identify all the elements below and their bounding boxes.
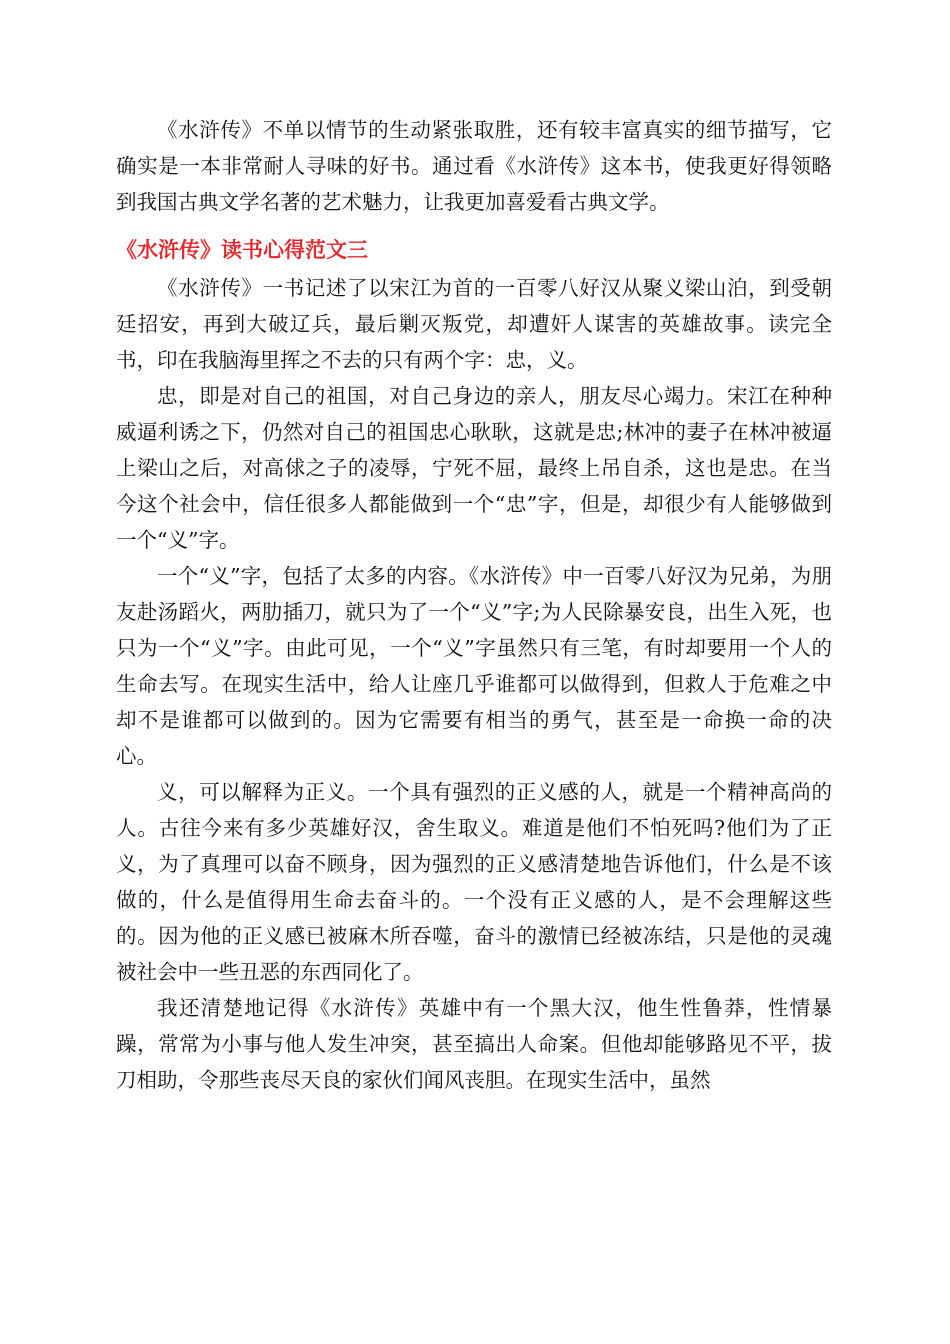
document-page [116,112,832,1098]
paragraph: 一个“义”字，包括了太多的内容。《水浒传》中一百零八好汉为兄弟，为朋友赴汤蹈火，两肋插刀，就只为了一个“义”字;为人民除暴安良，出生入死，也只为一个“义”字。由此可见，一个“义”字虽然只有三笔，有时却要用一个人的生命去写。在现实生活中，给人让座几乎谁都可以做得到，但救人于危难之中却不是谁都可以做到的。因为它需要有相当的勇气，甚至是一命换一命的决心。 [116,564,832,768]
paragraph: 《水浒传》一书记述了以宋江为首的一百零八好汉从聚义梁山泊，到受朝廷招安，再到大破辽兵，最后剿灭叛党，却遭奸人谋害的英雄故事。读完全书，印在我脑海里挥之不去的只有两个字：忠，义。 [116,276,832,372]
paragraph: 我还清楚地记得《水浒传》英雄中有一个黑大汉，他生性鲁莽，性情暴躁，常常为小事与他人发生冲突，甚至搞出人命案。但他却能够路见不平，拔刀相助，令那些丧尽天良的家伙们闻风丧胆。在现实生活中，虽然 [116,996,832,1092]
section-heading: 《水浒传》读书心得范文三 [116,238,368,262]
paragraph: 《水浒传》不单以情节的生动紧张取胜，还有较丰富真实的细节描写，它确实是一本非常耐人寻味的好书。通过看《水浒传》这本书，使我更好得领略到我国古典文学名著的艺术魅力，让我更加喜爱看古典文学。 [116,118,832,214]
paragraph: 义，可以解释为正义。一个具有强烈的正义感的人，就是一个精神高尚的人。古往今来有多少英雄好汉，舍生取义。难道是他们不怕死吗?他们为了正义，为了真理可以奋不顾身，因为强烈的正义感清楚地告诉他们，什么是不该做的，什么是值得用生命去奋斗的。一个没有正义感的人，是不会理解这些的。因为他的正义感已被麻木所吞噬，奋斗的激情已经被冻结，只是他的灵魂被社会中一些丑恶的东西同化了。 [116,780,832,984]
paragraph: 忠，即是对自己的祖国，对自己身边的亲人，朋友尽心竭力。宋江在种种威逼利诱之下，仍然对自己的祖国忠心耿耿，这就是忠;林冲的妻子在林冲被逼上梁山之后，对高俅之子的凌辱，宁死不屈，最终上吊自杀，这也是忠。在当今这个社会中，信任很多人都能做到一个“忠”字，但是，却很少有人能够做到一个“义”字。 [116,384,832,552]
